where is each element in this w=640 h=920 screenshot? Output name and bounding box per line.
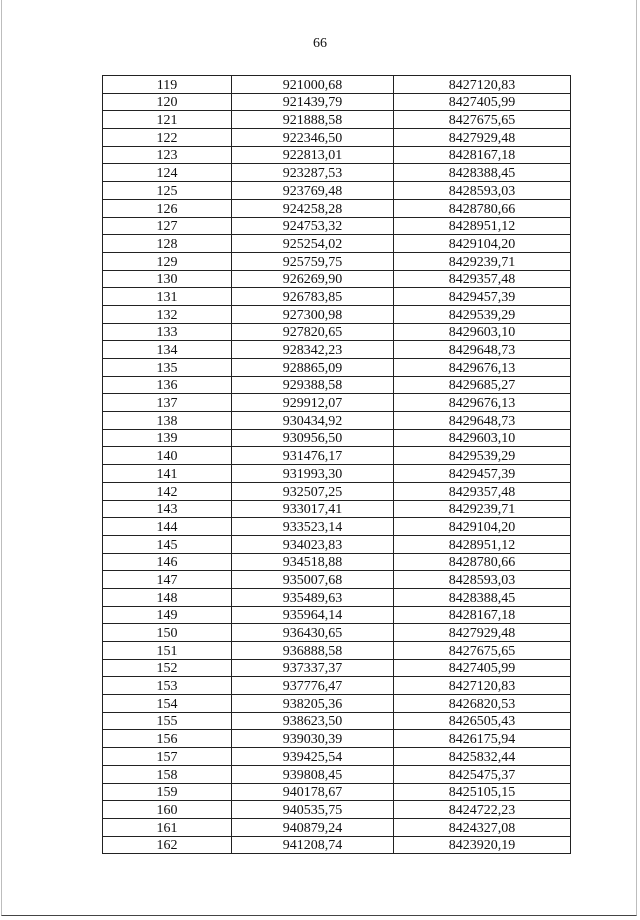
x-coordinate-cell: 938623,50 xyxy=(232,712,394,730)
y-coordinate-cell: 8429685,27 xyxy=(394,376,571,394)
table-row xyxy=(103,429,571,447)
table-row xyxy=(103,164,571,182)
y-coordinate-cell: 8428593,03 xyxy=(394,571,571,589)
x-coordinate-cell: 922346,50 xyxy=(232,129,394,147)
point-number-cell: 136 xyxy=(103,376,232,394)
x-coordinate-cell: 928342,23 xyxy=(232,341,394,359)
table-row xyxy=(103,252,571,270)
y-coordinate-cell: 8428951,12 xyxy=(394,535,571,553)
point-number-cell: 139 xyxy=(103,429,232,447)
table-row xyxy=(103,111,571,129)
y-coordinate-cell: 8427929,48 xyxy=(394,129,571,147)
y-coordinate-cell: 8427929,48 xyxy=(394,624,571,642)
table-row xyxy=(103,182,571,200)
x-coordinate-cell: 927300,98 xyxy=(232,305,394,323)
x-coordinate-cell: 935489,63 xyxy=(232,588,394,606)
point-number-cell: 137 xyxy=(103,394,232,412)
x-coordinate-cell: 928865,09 xyxy=(232,359,394,377)
x-coordinate-cell: 930956,50 xyxy=(232,429,394,447)
table-row xyxy=(103,288,571,306)
y-coordinate-cell: 8428167,18 xyxy=(394,146,571,164)
table-row xyxy=(103,76,571,94)
table-row xyxy=(103,270,571,288)
table-row xyxy=(103,376,571,394)
y-coordinate-cell: 8429104,20 xyxy=(394,518,571,536)
point-number-cell: 156 xyxy=(103,730,232,748)
y-coordinate-cell: 8427405,99 xyxy=(394,93,571,111)
x-coordinate-cell: 933017,41 xyxy=(232,500,394,518)
table-row xyxy=(103,235,571,253)
point-number-cell: 153 xyxy=(103,677,232,695)
x-coordinate-cell: 921439,79 xyxy=(232,93,394,111)
coordinates-table xyxy=(102,75,571,854)
x-coordinate-cell: 925254,02 xyxy=(232,235,394,253)
x-coordinate-cell: 940879,24 xyxy=(232,818,394,836)
y-coordinate-cell: 8425832,44 xyxy=(394,748,571,766)
point-number-cell: 122 xyxy=(103,129,232,147)
point-number-cell: 123 xyxy=(103,146,232,164)
x-coordinate-cell: 926783,85 xyxy=(232,288,394,306)
table-row xyxy=(103,783,571,801)
point-number-cell: 155 xyxy=(103,712,232,730)
y-coordinate-cell: 8429539,29 xyxy=(394,447,571,465)
point-number-cell: 146 xyxy=(103,553,232,571)
point-number-cell: 157 xyxy=(103,748,232,766)
x-coordinate-cell: 929388,58 xyxy=(232,376,394,394)
x-coordinate-cell: 936430,65 xyxy=(232,624,394,642)
page-number: 66 xyxy=(313,36,327,51)
y-coordinate-cell: 8424327,08 xyxy=(394,818,571,836)
table-row xyxy=(103,359,571,377)
point-number-cell: 154 xyxy=(103,695,232,713)
y-coordinate-cell: 8428780,66 xyxy=(394,199,571,217)
point-number-cell: 143 xyxy=(103,500,232,518)
point-number-cell: 150 xyxy=(103,624,232,642)
table-row xyxy=(103,818,571,836)
table-row xyxy=(103,659,571,677)
y-coordinate-cell: 8429539,29 xyxy=(394,305,571,323)
point-number-cell: 129 xyxy=(103,252,232,270)
point-number-cell: 148 xyxy=(103,588,232,606)
y-coordinate-cell: 8424722,23 xyxy=(394,801,571,819)
x-coordinate-cell: 933523,14 xyxy=(232,518,394,536)
y-coordinate-cell: 8429239,71 xyxy=(394,252,571,270)
table-row xyxy=(103,801,571,819)
table-row xyxy=(103,341,571,359)
point-number-cell: 145 xyxy=(103,535,232,553)
point-number-cell: 144 xyxy=(103,518,232,536)
x-coordinate-cell: 932507,25 xyxy=(232,482,394,500)
table-row xyxy=(103,748,571,766)
y-coordinate-cell: 8429648,73 xyxy=(394,341,571,359)
table-row xyxy=(103,730,571,748)
point-number-cell: 160 xyxy=(103,801,232,819)
y-coordinate-cell: 8425105,15 xyxy=(394,783,571,801)
point-number-cell: 119 xyxy=(103,76,232,94)
table-row xyxy=(103,500,571,518)
y-coordinate-cell: 8426175,94 xyxy=(394,730,571,748)
point-number-cell: 133 xyxy=(103,323,232,341)
x-coordinate-cell: 925759,75 xyxy=(232,252,394,270)
point-number-cell: 142 xyxy=(103,482,232,500)
coordinates-table-body xyxy=(103,76,571,854)
table-row xyxy=(103,836,571,854)
table-row xyxy=(103,677,571,695)
y-coordinate-cell: 8429239,71 xyxy=(394,500,571,518)
x-coordinate-cell: 926269,90 xyxy=(232,270,394,288)
x-coordinate-cell: 924258,28 xyxy=(232,199,394,217)
x-coordinate-cell: 937337,37 xyxy=(232,659,394,677)
point-number-cell: 131 xyxy=(103,288,232,306)
x-coordinate-cell: 931993,30 xyxy=(232,465,394,483)
x-coordinate-cell: 935007,68 xyxy=(232,571,394,589)
point-number-cell: 147 xyxy=(103,571,232,589)
table-row xyxy=(103,93,571,111)
x-coordinate-cell: 929912,07 xyxy=(232,394,394,412)
table-row xyxy=(103,606,571,624)
table-row xyxy=(103,199,571,217)
y-coordinate-cell: 8427675,65 xyxy=(394,111,571,129)
point-number-cell: 126 xyxy=(103,199,232,217)
table-row xyxy=(103,394,571,412)
y-coordinate-cell: 8429457,39 xyxy=(394,465,571,483)
y-coordinate-cell: 8428167,18 xyxy=(394,606,571,624)
point-number-cell: 158 xyxy=(103,765,232,783)
table-row xyxy=(103,588,571,606)
y-coordinate-cell: 8429603,10 xyxy=(394,429,571,447)
point-number-cell: 141 xyxy=(103,465,232,483)
point-number-cell: 138 xyxy=(103,412,232,430)
x-coordinate-cell: 934023,83 xyxy=(232,535,394,553)
table-row xyxy=(103,712,571,730)
y-coordinate-cell: 8426505,43 xyxy=(394,712,571,730)
x-coordinate-cell: 935964,14 xyxy=(232,606,394,624)
point-number-cell: 130 xyxy=(103,270,232,288)
point-number-cell: 140 xyxy=(103,447,232,465)
table-row xyxy=(103,553,571,571)
point-number-cell: 161 xyxy=(103,818,232,836)
table-row xyxy=(103,535,571,553)
table-row xyxy=(103,482,571,500)
table-row xyxy=(103,642,571,660)
point-number-cell: 135 xyxy=(103,359,232,377)
table-row xyxy=(103,518,571,536)
point-number-cell: 152 xyxy=(103,659,232,677)
y-coordinate-cell: 8427120,83 xyxy=(394,677,571,695)
point-number-cell: 120 xyxy=(103,93,232,111)
y-coordinate-cell: 8429357,48 xyxy=(394,482,571,500)
y-coordinate-cell: 8425475,37 xyxy=(394,765,571,783)
x-coordinate-cell: 937776,47 xyxy=(232,677,394,695)
x-coordinate-cell: 930434,92 xyxy=(232,412,394,430)
x-coordinate-cell: 938205,36 xyxy=(232,695,394,713)
y-coordinate-cell: 8428951,12 xyxy=(394,217,571,235)
point-number-cell: 134 xyxy=(103,341,232,359)
point-number-cell: 162 xyxy=(103,836,232,854)
y-coordinate-cell: 8429676,13 xyxy=(394,394,571,412)
x-coordinate-cell: 940178,67 xyxy=(232,783,394,801)
x-coordinate-cell: 922813,01 xyxy=(232,146,394,164)
x-coordinate-cell: 941208,74 xyxy=(232,836,394,854)
y-coordinate-cell: 8429104,20 xyxy=(394,235,571,253)
table-row xyxy=(103,129,571,147)
x-coordinate-cell: 940535,75 xyxy=(232,801,394,819)
table-row xyxy=(103,146,571,164)
x-coordinate-cell: 939808,45 xyxy=(232,765,394,783)
y-coordinate-cell: 8427675,65 xyxy=(394,642,571,660)
point-number-cell: 127 xyxy=(103,217,232,235)
x-coordinate-cell: 923287,53 xyxy=(232,164,394,182)
y-coordinate-cell: 8429357,48 xyxy=(394,270,571,288)
y-coordinate-cell: 8428388,45 xyxy=(394,588,571,606)
point-number-cell: 124 xyxy=(103,164,232,182)
y-coordinate-cell: 8429457,39 xyxy=(394,288,571,306)
table-row xyxy=(103,765,571,783)
table-row xyxy=(103,412,571,430)
x-coordinate-cell: 931476,17 xyxy=(232,447,394,465)
table-row xyxy=(103,305,571,323)
y-coordinate-cell: 8429648,73 xyxy=(394,412,571,430)
point-number-cell: 125 xyxy=(103,182,232,200)
x-coordinate-cell: 921888,58 xyxy=(232,111,394,129)
y-coordinate-cell: 8429603,10 xyxy=(394,323,571,341)
x-coordinate-cell: 939030,39 xyxy=(232,730,394,748)
y-coordinate-cell: 8427120,83 xyxy=(394,76,571,94)
x-coordinate-cell: 939425,54 xyxy=(232,748,394,766)
point-number-cell: 132 xyxy=(103,305,232,323)
x-coordinate-cell: 923769,48 xyxy=(232,182,394,200)
x-coordinate-cell: 924753,32 xyxy=(232,217,394,235)
point-number-cell: 159 xyxy=(103,783,232,801)
y-coordinate-cell: 8427405,99 xyxy=(394,659,571,677)
y-coordinate-cell: 8426820,53 xyxy=(394,695,571,713)
y-coordinate-cell: 8428780,66 xyxy=(394,553,571,571)
table-row xyxy=(103,571,571,589)
table-row xyxy=(103,217,571,235)
point-number-cell: 151 xyxy=(103,642,232,660)
point-number-cell: 128 xyxy=(103,235,232,253)
point-number-cell: 149 xyxy=(103,606,232,624)
point-number-cell: 121 xyxy=(103,111,232,129)
table-row xyxy=(103,447,571,465)
table-row xyxy=(103,465,571,483)
y-coordinate-cell: 8429676,13 xyxy=(394,359,571,377)
table-row xyxy=(103,624,571,642)
y-coordinate-cell: 8428388,45 xyxy=(394,164,571,182)
x-coordinate-cell: 936888,58 xyxy=(232,642,394,660)
y-coordinate-cell: 8428593,03 xyxy=(394,182,571,200)
table-row xyxy=(103,323,571,341)
x-coordinate-cell: 921000,68 xyxy=(232,76,394,94)
table-row xyxy=(103,695,571,713)
x-coordinate-cell: 927820,65 xyxy=(232,323,394,341)
y-coordinate-cell: 8423920,19 xyxy=(394,836,571,854)
x-coordinate-cell: 934518,88 xyxy=(232,553,394,571)
